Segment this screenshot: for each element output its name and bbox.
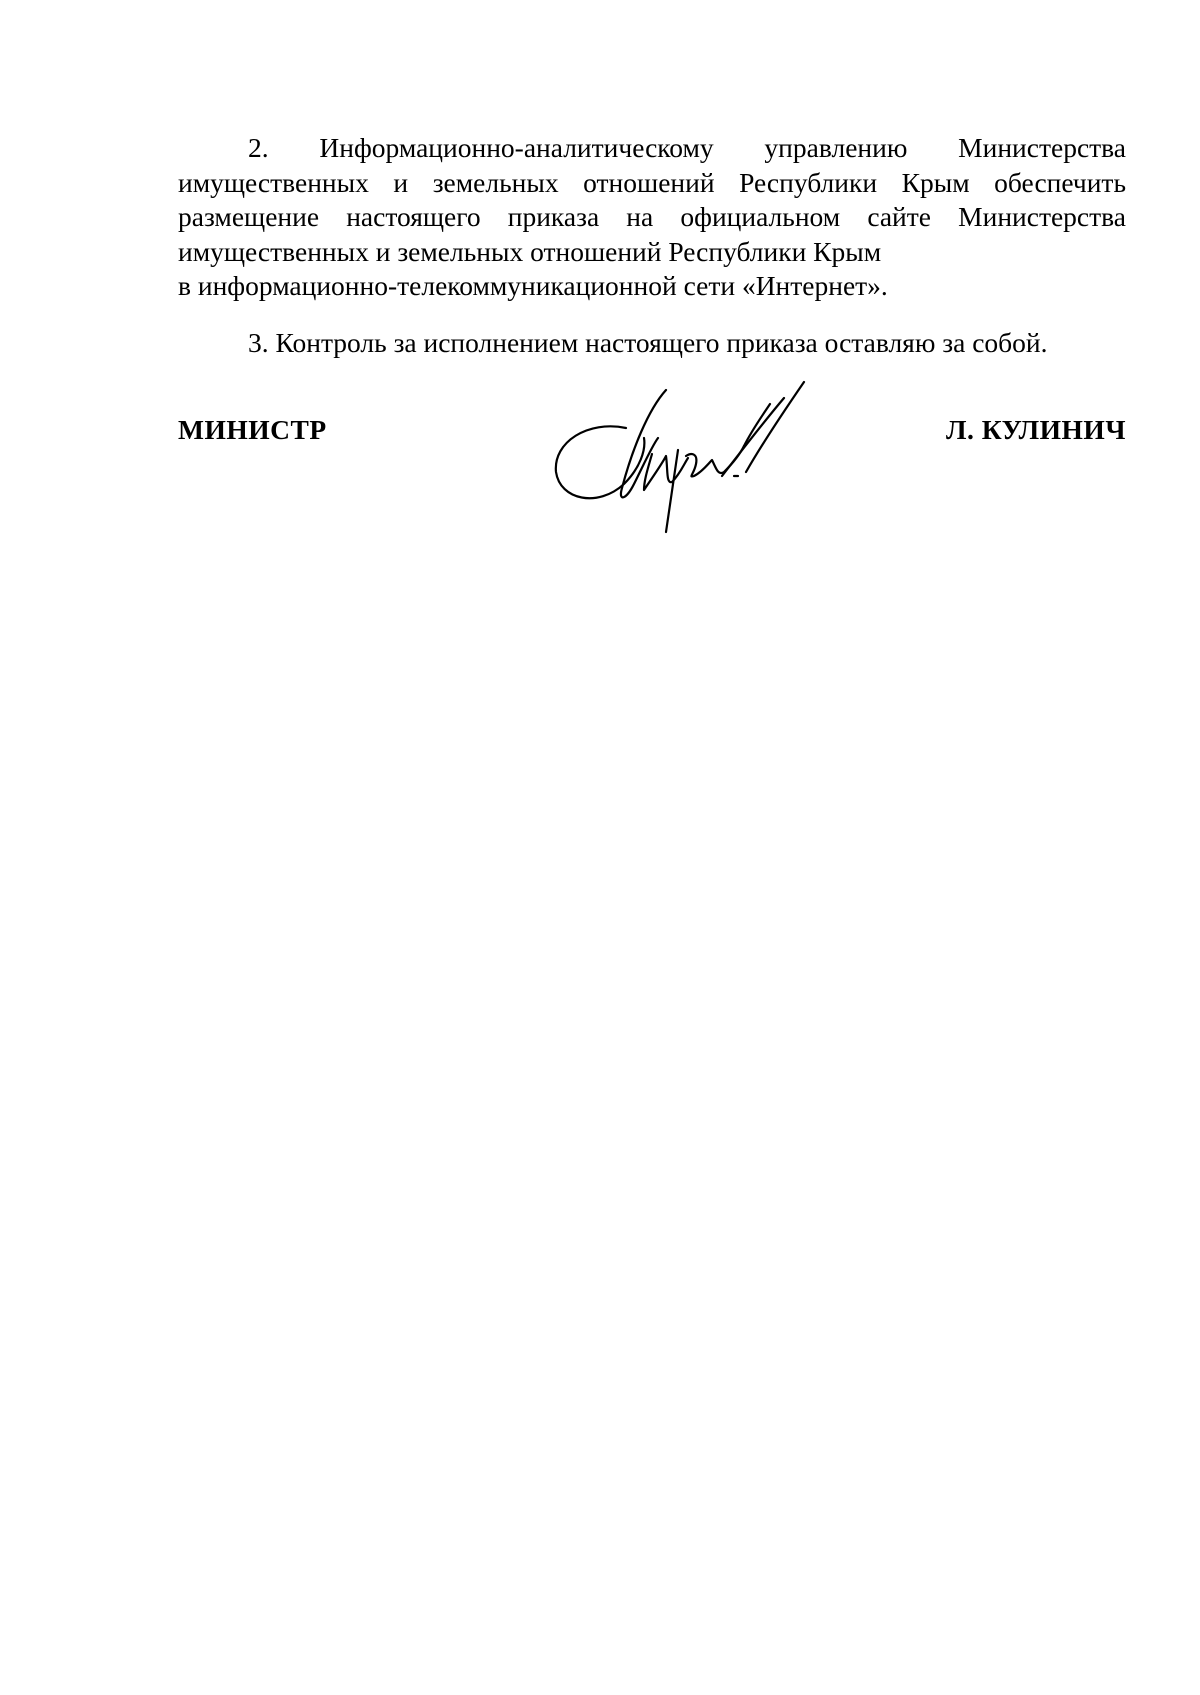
signatory-title: МИНИСТР (178, 414, 327, 445)
paragraph-3: 3. Контроль за исполнением настоящего приказа оставляю за собой. (248, 327, 1048, 358)
handwritten-signature (548, 380, 858, 560)
paragraph-2 (178, 131, 1126, 304)
paragraph-2-last-line: в информационно-телекоммуникационной сети «Интернет». (178, 270, 888, 301)
signatory-name: Л. КУЛИНИЧ (945, 414, 1126, 445)
paragraph-2-body: 2. Информационно-аналитическому управлению Министерства имущественных и земельных отношений Республики Крым обеспечить размещение настоящего приказа на официальном сайте Министерства имущественных и земельных отношений Республики Крым (178, 132, 1126, 267)
